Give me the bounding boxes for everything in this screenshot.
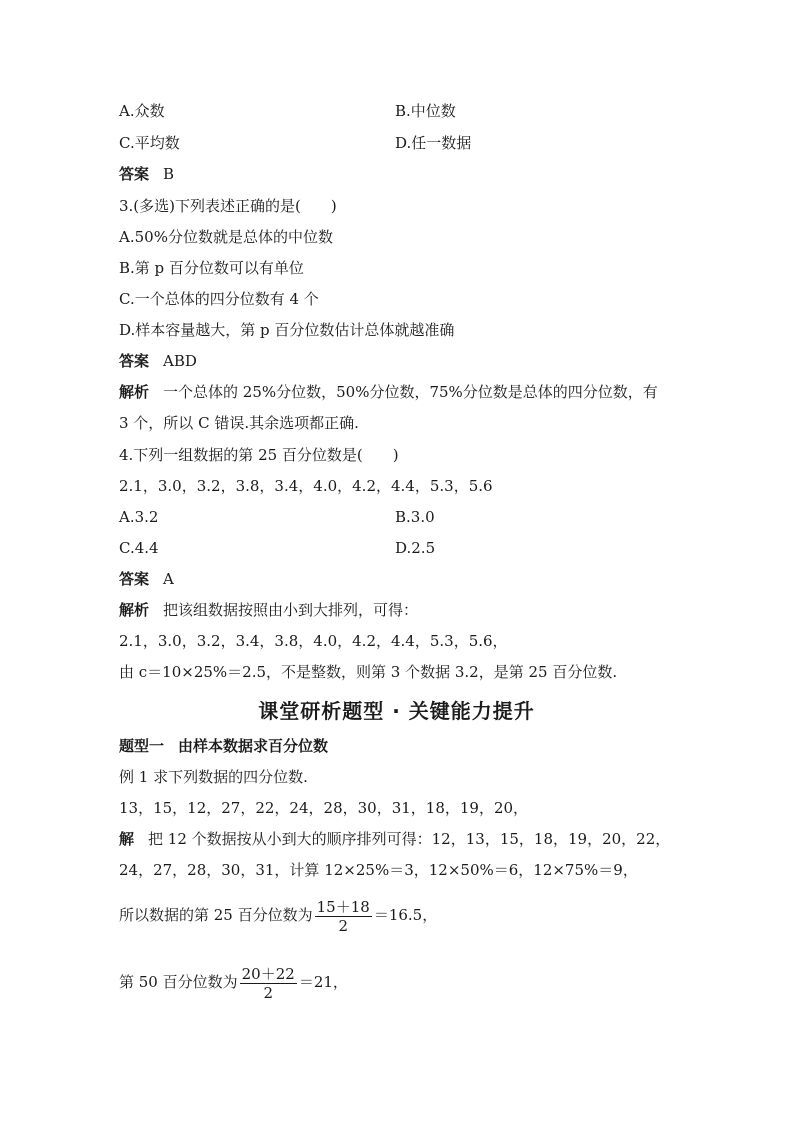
example1-solution (119, 829, 670, 849)
p50-prefix: 第 50 百分位数为 (119, 973, 238, 991)
example1-stem: 例 1 求下列数据的四分位数. (119, 768, 308, 786)
q3-analysis (119, 382, 658, 402)
q3-stem: 3.(多选)下列表述正确的是( ) (119, 197, 337, 215)
analysis-label: 解析 (119, 601, 150, 619)
p50-result (119, 962, 348, 1002)
p50-suffix: ＝21， (298, 973, 348, 991)
q3-option-d: D.样本容量越大，第 p 百分位数估计总体就越准确 (119, 321, 455, 339)
q3-option-a: A.50%分位数就是总体的中位数 (119, 228, 333, 246)
q4-answer (119, 569, 174, 589)
q4-stem: 4.下列一组数据的第 25 百分位数是( ) (119, 446, 399, 464)
q2-option-d: D.任一数据 (395, 134, 472, 152)
q2-answer (119, 164, 174, 184)
answer-label: 答案 (119, 352, 150, 370)
p50-denominator: 2 (263, 983, 273, 1002)
q3-analysis-cont: 3 个，所以 C 错误.其余选项都正确. (119, 414, 359, 432)
q2-option-c: C.平均数 (119, 134, 180, 152)
analysis-text: 一个总体的 25%分位数，50%分位数，75%分位数是总体的四分位数，有 (163, 383, 658, 401)
solution-label: 解 (119, 830, 135, 848)
q4-option-a: A.3.2 (119, 508, 159, 526)
p25-result (119, 895, 437, 935)
example1-solution-cont: 24，27，28，30，31，计算 12×25%＝3，12×50%＝6，12×75%＝9， (119, 861, 638, 879)
example1-data: 13，15，12，27，22，24，28，30，31，18，19，20， (119, 799, 529, 817)
p25-denominator: 2 (338, 916, 348, 935)
answer-value: A (163, 570, 174, 588)
q4-option-b: B.3.0 (395, 508, 435, 526)
q4-option-d: D.2.5 (395, 539, 436, 557)
q4-data: 2.1，3.0，3.2，3.8，3.4，4.0，4.2，4.4，5.3，5.6 (119, 477, 493, 495)
answer-label: 答案 (119, 570, 150, 588)
q2-option-a: A.众数 (119, 102, 165, 120)
p25-suffix: ＝16.5， (373, 906, 438, 924)
section-title: 课堂研析题型 · 关键能力提升 (258, 699, 535, 723)
analysis-text: 把该组数据按照由小到大排列，可得： (163, 601, 419, 619)
q2-option-b: B.中位数 (395, 102, 456, 120)
answer-value: ABD (163, 352, 197, 370)
type-label: 题型一 (119, 737, 165, 755)
p25-prefix: 所以数据的第 25 百分位数为 (119, 906, 313, 924)
analysis-label: 解析 (119, 383, 150, 401)
q3-option-b: B.第 p 百分位数可以有单位 (119, 259, 304, 277)
answer-label: 答案 (119, 165, 150, 183)
p50-fraction (240, 965, 297, 1002)
q4-analysis-sorted: 2.1，3.0，3.2，3.4，3.8，4.0，4.2，4.4，5.3，5.6， (119, 632, 508, 650)
p25-fraction (315, 898, 372, 935)
q4-option-c: C.4.4 (119, 539, 159, 557)
q4-analysis-conclusion: 由 c＝10×25%＝2.5，不是整数，则第 3 个数据 3.2，是第 25 百分位数. (119, 663, 618, 681)
solution-text: 把 12 个数据按从小到大的顺序排列可得：12，13，15，18，19，20，22， (148, 830, 671, 848)
q3-answer (119, 351, 197, 371)
q3-option-c: C.一个总体的四分位数有 4 个 (119, 290, 319, 308)
p25-numerator: 15＋18 (316, 897, 370, 916)
p50-numerator: 20＋22 (241, 964, 295, 983)
type-title: 由样本数据求百分位数 (178, 737, 329, 755)
type1-heading (119, 736, 328, 756)
answer-value: B (163, 165, 175, 183)
q4-analysis (119, 600, 418, 620)
